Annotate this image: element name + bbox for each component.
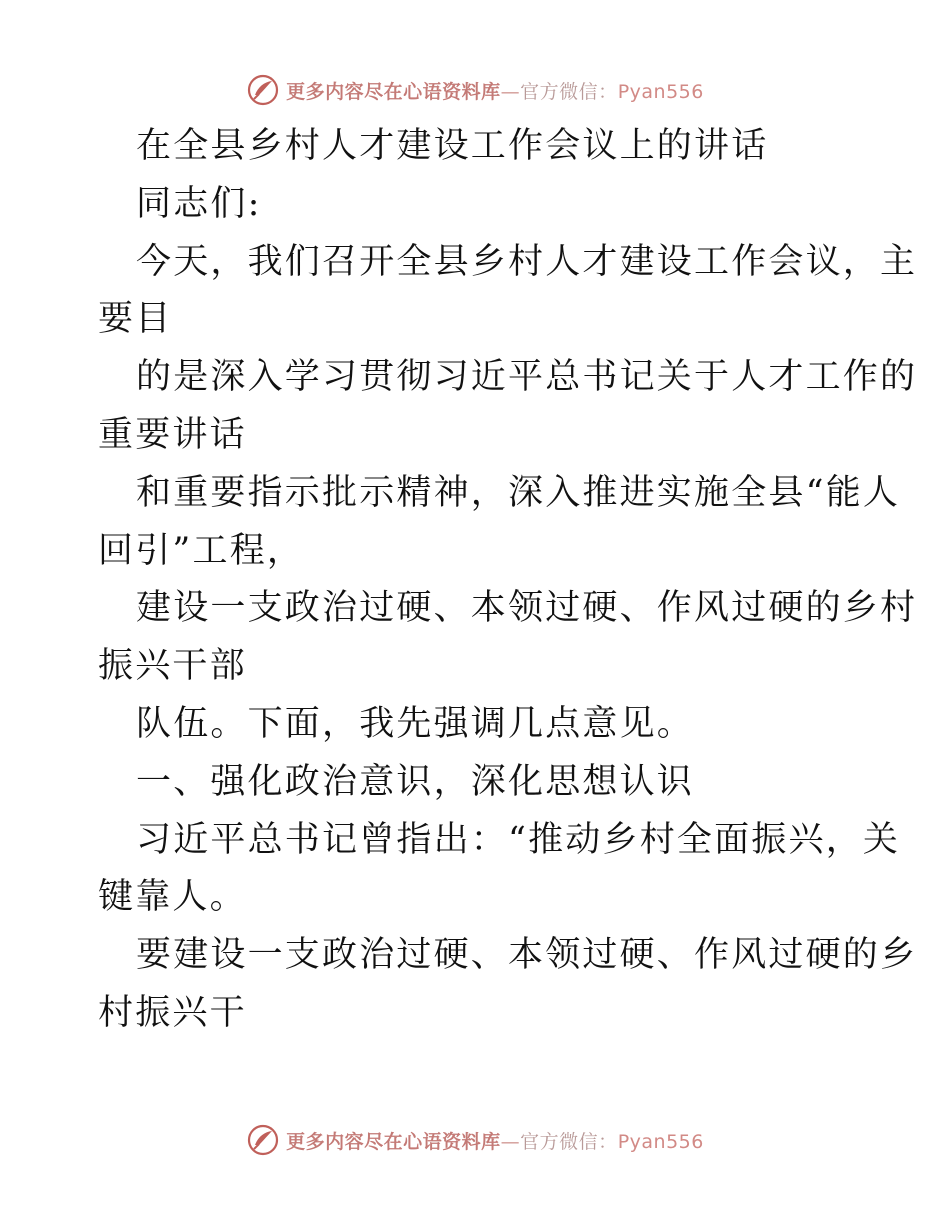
paragraph-line: 习近平总书记曾指出：“推动乡村全面振兴，关 [136,819,901,860]
paragraph-line: 键靠人。 [98,877,247,918]
paragraph-line: 村振兴干 [98,992,247,1033]
paragraph-line: 要目 [98,299,173,340]
document-title: 在全县乡村人才建设工作会议上的讲话 [136,126,769,166]
paragraph-line: 的是深入学习贯彻习近平总书记关于人才工作的 [136,357,918,398]
document-body [98,118,918,1043]
paragraph-line: 今天，我们召开全县乡村人才建设工作会议，主 [136,241,918,282]
paragraph-line: 建设一支政治过硬、本领过硬、作风过硬的乡村 [136,588,918,629]
paragraph-line: 要建设一支政治过硬、本领过硬、作风过硬的乡 [136,935,918,976]
watermark-separator: — [500,1130,521,1153]
paragraph-line: 和重要指示批示精神，深入推进实施全县“能人 [136,472,901,513]
watermark-site-name: 更多内容尽在心语资料库 [286,80,501,103]
salutation: 同志们: [136,183,262,224]
watermark-wechat-id: Pyan556 [617,80,704,103]
paragraph-line: 队伍。下面，我先强调几点意见。 [136,703,695,744]
pen-seal-logo-icon [246,73,280,107]
watermark-wechat-label: 官方微信： [520,80,618,103]
watermark-text [286,1127,704,1154]
pen-seal-logo-icon [246,1123,280,1157]
paragraph-line: 回引”工程， [98,530,305,571]
footer-watermark-banner [0,1120,950,1160]
watermark-wechat-label: 官方微信： [520,1130,618,1153]
watermark-site-name: 更多内容尽在心语资料库 [286,1130,501,1153]
section-heading: 一、强化政治意识，深化思想认识 [136,761,695,802]
paragraph-line: 重要讲话 [98,414,247,455]
paragraph-line: 振兴干部 [98,646,247,687]
header-watermark-banner [0,70,950,110]
watermark-separator: — [500,80,521,103]
watermark-wechat-id: Pyan556 [617,1130,704,1153]
watermark-text [286,77,704,104]
